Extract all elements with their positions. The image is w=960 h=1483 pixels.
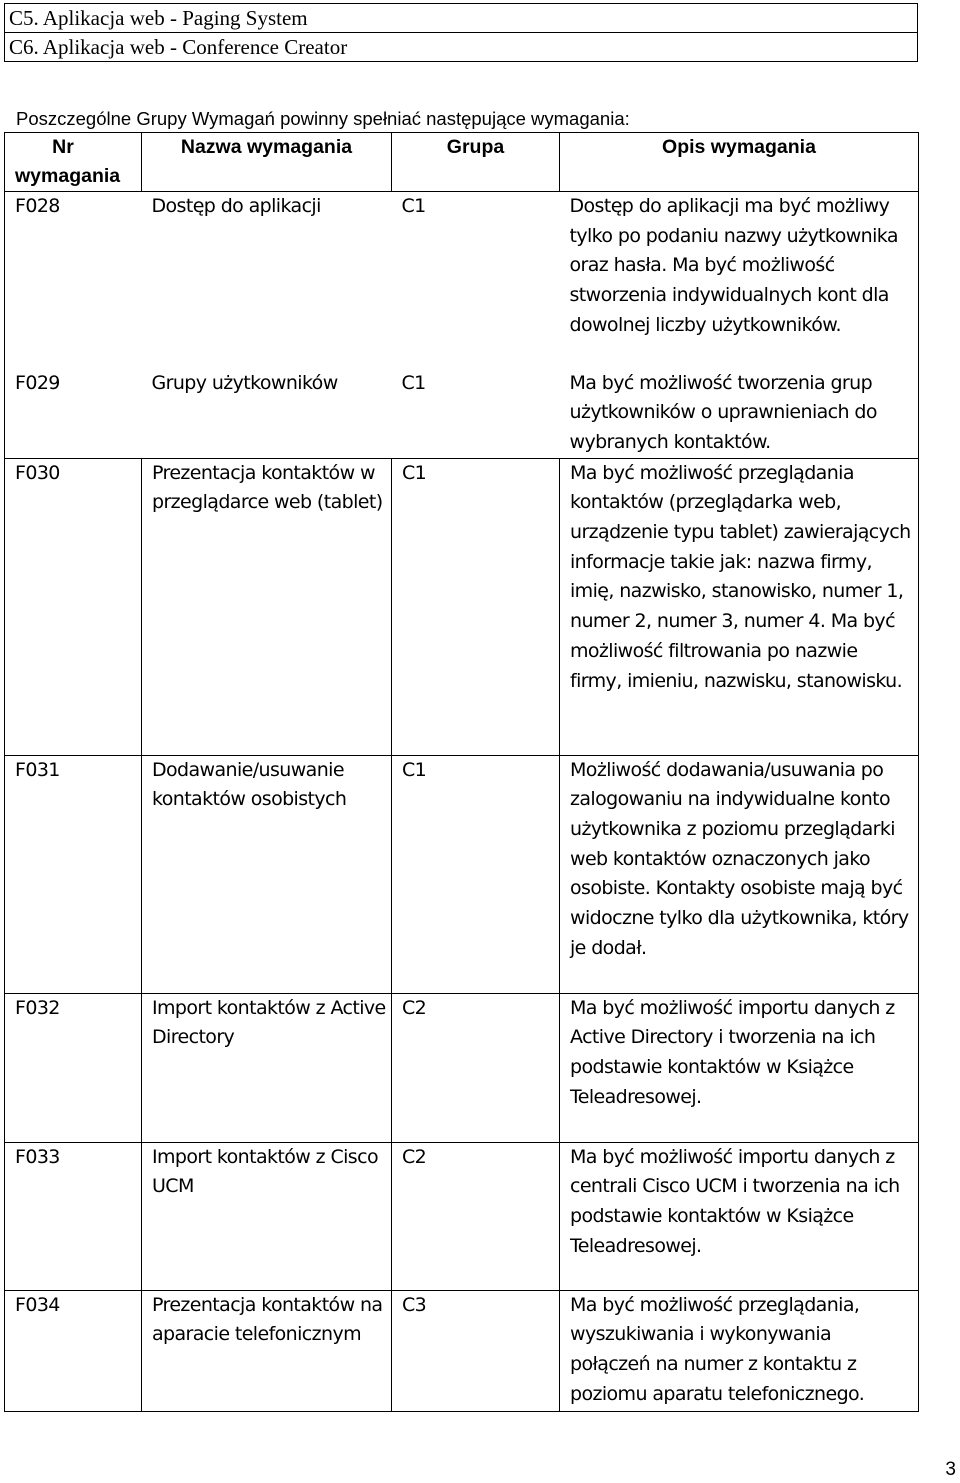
application-list-item (5, 4, 918, 33)
cell-description: Możliwość dodawania/usuwania po zalogowaniu na indywidualne konto użytkownika z poziomu przeglądarki web kontaktów oznaczonych jako osobiste. Kontakty osobiste mają być widoczne tylko dla użytkownika, który je dodał. (560, 755, 919, 993)
header-nr-line2: wymagania (15, 165, 121, 187)
cell-nr: F029 (5, 369, 142, 459)
cell-description: Ma być możliwość przeglądania, wyszukiwania i wykonywania połączeń na numer z kontaktu z poziomu aparatu telefonicznego. (560, 1290, 919, 1411)
application-item-c6: C6. Aplikacja web - Conference Creator (5, 33, 918, 62)
cell-group: C2 (392, 993, 560, 1142)
header-name: Nazwa wymagania (142, 133, 392, 192)
cell-group: C1 (392, 755, 560, 993)
requirements-intro: Poszczególne Grupy Wymagań powinny spełniać następujące wymagania: (16, 108, 630, 129)
cell-description: Ma być możliwość importu danych z centrali Cisco UCM i tworzenia na ich podstawie kontaktów w Książce Teleadresowej. (560, 1142, 919, 1290)
cell-description: Ma być możliwość importu danych z Active Directory i tworzenia na ich podstawie kontaktów w Książce Teleadresowej. (560, 993, 919, 1142)
cell-group: C3 (392, 1290, 560, 1411)
cell-name: Dostęp do aplikacji (151, 195, 321, 217)
requirements-table (4, 132, 919, 1412)
cell-name: Import kontaktów z Cisco UCM (142, 1142, 392, 1290)
header-description: Opis wymagania (560, 133, 919, 192)
cell-name: Import kontaktów z Active Directory (142, 993, 392, 1142)
application-list (4, 3, 918, 62)
table-row (5, 755, 919, 993)
cell-group: C1 (401, 371, 426, 394)
cell-nr: F034 (5, 1290, 142, 1411)
cell-nr: F033 (5, 1142, 142, 1290)
cell-group: C2 (392, 1142, 560, 1290)
table-header-row (5, 133, 919, 192)
page-number: 3 (945, 1459, 956, 1480)
header-nr-line1: Nr (52, 136, 74, 158)
table-row (5, 1290, 919, 1411)
cell-name: Prezentacja kontaktów na aparacie telefonicznym (142, 1290, 392, 1411)
table-row (5, 369, 919, 459)
header-nr (5, 133, 142, 192)
cell-group: C1 (392, 458, 560, 755)
cell-nr: F032 (5, 993, 142, 1142)
table-row (5, 192, 919, 369)
table-row (5, 993, 919, 1142)
application-item-c5: C5. Aplikacja web - Paging System (5, 4, 918, 33)
cell-name: Grupy użytkowników (151, 371, 338, 394)
cell-name: Dodawanie/usuwanie kontaktów osobistych (142, 755, 392, 993)
header-group: Grupa (392, 133, 560, 192)
cell-description: Dostęp do aplikacji ma być możliwy tylko po podaniu nazwy użytkownika oraz hasła. Ma być możliwość stworzenia indywidualnych kont dla dowolnej liczby użytkowników. (560, 192, 919, 369)
cell-description: Ma być możliwość przeglądania kontaktów (przeglądarka web, urządzenie typu tablet) zawierających informacje takie jak: nazwa firmy, imię, nazwisko, stanowisko, numer 1, numer 2, numer 3, numer 4. Ma być możliwość filtrowania po nazwie firmy, imieniu, nazwisku, stanowisku. (560, 458, 919, 755)
cell-group: C1 (401, 195, 426, 217)
table-row (5, 458, 919, 755)
cell-nr: F030 (5, 458, 142, 755)
cell-description: Ma być możliwość tworzenia grup użytkowników o uprawnieniach do wybranych kontaktów. (560, 369, 919, 459)
application-list-item (5, 33, 918, 62)
cell-nr: F031 (5, 755, 142, 993)
cell-name: Prezentacja kontaktów w przeglądarce web (tablet) (142, 458, 392, 755)
cell-nr: F028 (5, 192, 142, 369)
table-row (5, 1142, 919, 1290)
